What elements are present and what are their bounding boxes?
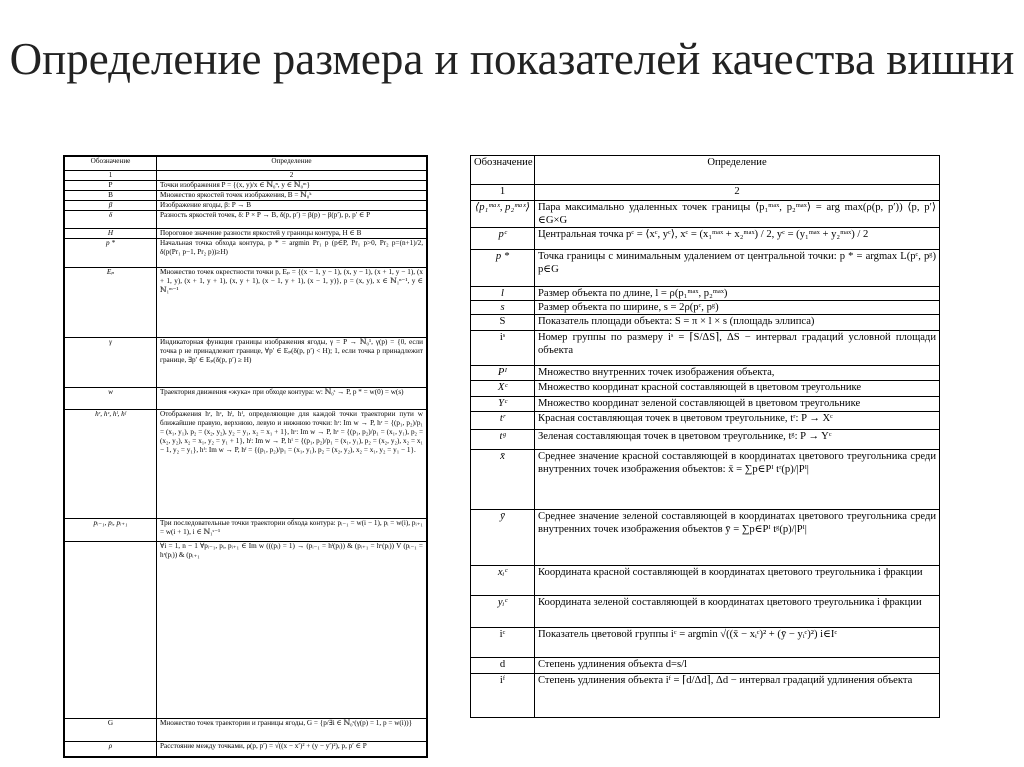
symbol-cell: Eₚ [64,267,157,337]
right-definitions-table [470,155,940,718]
symbol-cell: xᵢᶜ [471,566,535,596]
symbol-cell: γ [64,337,157,387]
symbol-cell: Xᶜ [471,381,535,397]
table-row [471,566,940,596]
definition-cell: Множество точек траектории и границы ягоды, G = {p/∃i ∈ ℕ₀ˢ(γ(p) = 1, p = w(i))} [157,718,428,741]
symbol-cell: Pᴵ [471,366,535,381]
table-row [64,718,427,741]
definition-cell: Траектория движения «жука» при обходе контура: w: ℕ₀ˢ → P, p * = w(0) = w(s) [157,387,428,409]
definition-cell: Размер объекта по длине, l = ρ(p₁ᵐᵃˣ, p₂ᵐᵃˣ) [535,287,940,301]
symbol-cell: 1 [471,185,535,201]
symbol-cell: ρ [64,741,157,757]
definition-cell: Зеленая составляющая точек в цветовом треугольнике, tᵍ: P → Yᶜ [535,430,940,450]
symbol-cell: ⟨p₁ᵐᵃˣ, p₂ᵐᵃˣ⟩ [471,201,535,228]
symbol-cell: tʳ [471,412,535,430]
table-row [471,450,940,510]
definition-cell: Показатель цветовой группы iᶜ = argmin √((x̄ − xᵢᶜ)² + (ȳ − yᵢᶜ)²) i∈Iᶜ [535,628,940,658]
table-row [471,381,940,397]
definition-cell: Координата красной составляющей в координатах цветового треугольника i фракции [535,566,940,596]
table-row [471,658,940,674]
table-row [471,315,940,331]
symbol-cell: l [471,287,535,301]
symbol-cell [64,541,157,718]
symbol-cell: iˢ [471,331,535,366]
symbol-cell: G [64,718,157,741]
symbol-cell: s [471,301,535,315]
table-row [471,201,940,228]
definition-cell: Координата зеленой составляющей в координатах цветового треугольника i фракции [535,596,940,628]
definition-cell: Множество точек окрестности точки p, Eₚ = {(x − 1, y − 1), (x, y − 1), (x + 1, y − 1), (x + 1, y), (x + 1, y + 1), (x, y + 1), (x − 1, y + 1), (x − 1, y)}, p = (x, y), x ∈ ℕ₁ⁿ⁻¹, y ∈ ℕ₁ᵐ⁻¹ [157,267,428,337]
table-row [471,510,940,566]
slide-title: Определение размера и показателей качества вишни [9,34,1015,84]
definition-cell: Красная составляющая точек в цветовом треугольнике, tʳ: P → Xᶜ [535,412,940,430]
symbol-cell: iᶜ [471,628,535,658]
symbol-cell: H [64,228,157,238]
symbol-cell: B [64,190,157,200]
table-row [471,287,940,301]
symbol-cell: Yᶜ [471,397,535,412]
definition-cell: Среднее значение красной составляющей в координатах цветового треугольника среди внутренних точек изображения объектов: x̄ = ∑p∈Pᴵ tʳ(p)/|Pᴵ| [535,450,940,510]
table-row [64,518,427,541]
symbol-cell: iᶠ [471,674,535,718]
symbol-cell: pᵢ₋₁, pᵢ, pᵢ₊₁ [64,518,157,541]
table-row [471,331,940,366]
table-row [64,387,427,409]
symbol-cell: β [64,200,157,210]
definition-cell: Начальная точка обхода контура, p * = argmin Pr₁ p (p∈P, Pr₁ p>0, Pr₂ p=(n+1)/2, δ(p(Pr₁ p−1, Pr₂ p))≥H) [157,238,428,267]
symbol-cell: yᵢᶜ [471,596,535,628]
table-row [471,596,940,628]
definition-cell: Показатель площади объекта: S = π × l × s (площадь эллипса) [535,315,940,331]
table-row [64,210,427,228]
symbol-cell: p * [471,250,535,287]
table-row [471,366,940,381]
definition-cell: 2 [535,185,940,201]
definition-cell: Точка границы с минимальным удалением от центральной точки: p * = argmax L(pᶜ, pᵍ) p∈G [535,250,940,287]
table-row [64,200,427,210]
table-row [471,397,940,412]
symbol-cell: hʳ, hᶜ, hˡ, hᶠ [64,409,157,518]
definition-cell: Среднее значение зеленой составляющей в координатах цветового треугольника среди внутренних точек изображения объектов ȳ = ∑p∈Pᴵ tᵍ(p)/|Pᴵ| [535,510,940,566]
symbol-cell: tᵍ [471,430,535,450]
header-definition: Определение [535,156,940,185]
left-definitions-table [63,155,428,758]
symbol-cell: 1 [64,170,157,180]
table-row [471,301,940,315]
table-row [64,228,427,238]
table-row [64,409,427,518]
header-definition: Определение [157,156,428,170]
definition-cell: Центральная точка pᶜ = ⟨xᶜ, yᶜ⟩, xᶜ = (x₁ᵐᵃˣ + x₂ᵐᵃˣ) / 2, yᶜ = (y₁ᵐᵃˣ + y₂ᵐᵃˣ) / 2 [535,228,940,250]
definition-cell: Множество яркостей точек изображения, B = ℕ₀ᵏ [157,190,428,200]
table-row [471,228,940,250]
definition-cell: Три последовательные точки траектории обхода контура: pᵢ₋₁ = w(i − 1), pᵢ = w(i), pᵢ₊₁ = w(i + 1), i ∈ ℕ₁ˢ⁻¹ [157,518,428,541]
table-row [64,180,427,190]
symbol-cell: δ [64,210,157,228]
table-row [64,190,427,200]
definition-cell: Множество внутренних точек изображения объекта, [535,366,940,381]
table-row [64,741,427,757]
definition-cell: Пороговое значение разности яркостей у границы контура, H ∈ B [157,228,428,238]
definition-cell: Индикаторная функция границы изображения ягоды, γ = P → ℕ₀¹, γ(p) = {0, если точка p не принадлежит границе, ∀p′ ∈ Eₚ(δ(p, p′) < H); 1, если точка p принадлежит границе, ∃p′ ∈ Eₚ(δ(p, p′) ≥ H) [157,337,428,387]
table-row [471,412,940,430]
definition-cell: Точки изображения P = {(x, y)/x ∈ ℕ₀ⁿ, y ∈ ℕ₀ᵐ} [157,180,428,190]
symbol-cell: x̄ [471,450,535,510]
definition-cell: Изображение ягоды, β: P → B [157,200,428,210]
symbol-cell: pᶜ [471,228,535,250]
symbol-cell: p * [64,238,157,267]
symbol-cell: P [64,180,157,190]
table-row [64,267,427,337]
header-symbol: Обозначение [64,156,157,170]
definition-cell: Расстояние между точками, ρ(p, p′) = √((x − x′)² + (y − y′)²), p, p′ ∈ P [157,741,428,757]
definition-cell: Номер группы по размеру iˢ = ⌈S/ΔS⌉, ΔS − интервал градаций условной площади объекта [535,331,940,366]
definition-cell: Множество координат зеленой составляющей в цветовом треугольнике [535,397,940,412]
symbol-cell: S [471,315,535,331]
symbol-cell: ȳ [471,510,535,566]
table-header-row [471,156,940,185]
table-row [64,170,427,180]
table-row [64,337,427,387]
table-row [471,250,940,287]
table-row [64,238,427,267]
definition-cell: 2 [157,170,428,180]
definition-cell: Разность яркостей точек, δ: P × P → B, δ(p, p′) = β(p) − β(p′), p, p′ ∈ P [157,210,428,228]
symbol-cell: d [471,658,535,674]
table-row [471,628,940,658]
table-row [471,674,940,718]
definition-cell: Множество координат красной составляющей в цветовом треугольнике [535,381,940,397]
table-row [471,185,940,201]
table-row [64,541,427,718]
definition-cell: Степень удлинения объекта d=s/l [535,658,940,674]
definition-cell: Степень удлинения объекта iᶠ = ⌈d/Δd⌉, Δd − интервал градаций удлинения объекта [535,674,940,718]
definition-cell: Пара максимально удаленных точек границы ⟨p₁ᵐᵃˣ, p₂ᵐᵃˣ⟩ = arg max(ρ(p, p′)) ⟨p, p′⟩∈G×G [535,201,940,228]
table-row [471,430,940,450]
symbol-cell: w [64,387,157,409]
header-symbol: Обозначение [471,156,535,185]
definition-cell: ∀i = 1, n − 1 ∀pᵢ₋₁, pᵢ, pᵢ₊₁ ∈ Im w (((pᵢ) = 1) → (pᵢ₋₁ = hˡ(pᵢ)) & (pᵢ₊₁ = hᶜ(pᵢ)) V (pᵢ₋₁ = hʳ(pᵢ)) & (pᵢ₊₁ [157,541,428,718]
definition-cell: Отображения hʳ, hᶜ, hˡ, hᶠ, определяющие для каждой точки траектории пути w ближайшие правую, верхнюю, левую и нижнюю точки: hʳ: Im w → P, hʳ = {(p₁, p₂)/p₁ = (x₁, y₁), p₂ = (x₂, y₂), y₂ = y₁, x₂ = x₁ + 1}, hᶜ: Im w → P, hᶜ = {(p₁, p₂)/p₁ = (x₁, y₁), p₂ = (x₂, y₂), x₂ = x₁, y₂ = y₁ + 1}, hˡ: Im w → P, hˡ = {(p₁, p₂)/p₁ = (x₁, y₁), p₂ = (x₂, y₂), x₂ = x₁ − 1, y₂ = y₁}, hᶠ: Im w → P, hᶠ = {(p₁, p₂)/p₁ = (x₁, y₁), p₂ = (x₂, y₂), x₂ = x₁, y₂ = y₁ − 1}. [157,409,428,518]
definition-cell: Размер объекта по ширине, s = 2ρ(pᶜ, pᵍ) [535,301,940,315]
table-header-row [64,156,427,170]
